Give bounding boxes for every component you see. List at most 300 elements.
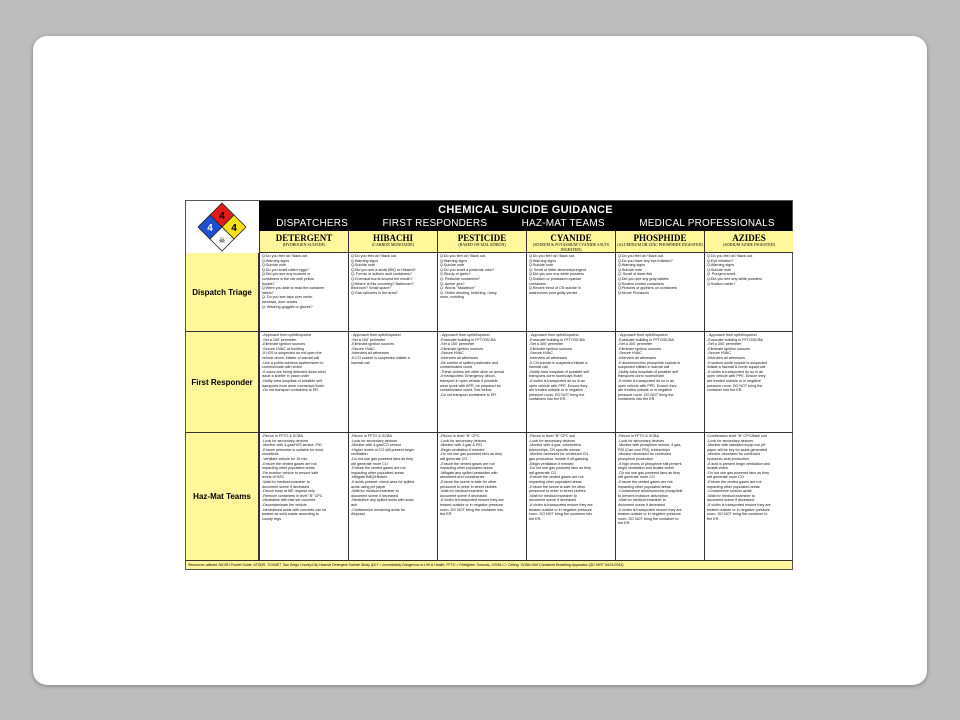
chemical-name: DETERGENT — [275, 233, 333, 243]
guidance-line: document scene if deceased — [618, 502, 665, 507]
guidance-line: transports from dorm rooms/apt./hotel. — [262, 383, 325, 388]
guidance-line: contaminated vomit — [440, 365, 472, 370]
guidance-line: PID (Can cool PID), tubes/chips — [618, 447, 671, 452]
guidance-line: -Set a 150' perimeter — [440, 342, 475, 347]
guidance-line: -Monitor with 4-gas & PID — [440, 443, 483, 448]
chart-title: CHEMICAL SUICIDE GUIDANCE — [438, 204, 613, 216]
guidance-line: -Do not use gas powered fans as they — [440, 452, 503, 457]
guidance-line: -Secure HVAC — [440, 351, 464, 356]
guidance-line: absorbent and containerize — [440, 475, 485, 480]
guidance-line: treated outside or in negative pressure — [440, 502, 503, 507]
guidance-line: transport in open vehicle if possible, — [440, 378, 499, 383]
guidance-line: -Do not use gas powered fans as they — [707, 470, 770, 475]
guidance-line: Q:Do you smell rotten eggs? — [262, 267, 309, 272]
guidance-line: -Recon in level "B" CPC suit — [529, 434, 576, 438]
guidance-line: the ER. — [707, 516, 720, 521]
guidance-line: -Interview all witnesses — [707, 355, 745, 360]
guidance-line: paper will be key for acids generated — [707, 447, 768, 452]
chemical-header-cyanide — [526, 231, 615, 253]
guidance-line: Q:Recent trend of CN suicide in — [529, 286, 581, 291]
guidance-line: Q:Pictures of gophers on containers — [618, 286, 677, 291]
chemical-header-hibachi — [348, 231, 437, 253]
guidance-line: -Interview all witnesses — [618, 355, 656, 360]
guidance-line: -Secure HVAC — [618, 351, 642, 356]
guidance-cell — [704, 332, 793, 433]
guidance-line: Q:Rodent control containers — [618, 281, 664, 286]
guidance-line: Q:Suicide note — [440, 263, 465, 268]
guidance-line: -If CO suicide is suspected initiate a — [351, 355, 410, 360]
reactivity-rating: 4 — [231, 223, 237, 234]
guidance-line: -Eliminate ignition sources — [618, 346, 662, 351]
chemical-suicide-guidance-chart — [185, 200, 793, 570]
guidance-line: -Evacuate building in FFTO/SCBA — [707, 337, 763, 342]
guidance-line: - Approach from upthill/upwind — [707, 333, 757, 337]
guidance-line: -Ensure the vented gases are not — [440, 461, 495, 466]
guidance-line: -Begin ventilation if needed — [529, 461, 574, 466]
guidance-line: -Begin ventilation if needed — [440, 447, 485, 452]
guidance-line: -Do not transport containers to ER. — [262, 388, 319, 393]
guidance-line: -If odors are being detected down wind — [262, 369, 326, 374]
guidance-line: windows, door cracks — [262, 299, 298, 304]
guidance-line: -If acid is present begin ventilation and — [707, 461, 770, 466]
guidance-line: Q:Gas cylinders in the area? — [351, 290, 398, 295]
guidance-line: Q:Chemical burns around the mouth? — [351, 276, 413, 281]
guidance-line: -Notify area hospitals of possible self — [529, 369, 590, 374]
guidance-line: Q:Sodium or potassium cyanide — [529, 276, 582, 281]
nfpa-diamond-icon — [198, 202, 246, 252]
audience-first-responders: FIRST RESPONDERS — [382, 218, 488, 229]
guidance-line: pressure room. DO NOT bring the — [529, 392, 585, 397]
special-hazard-icon: ☠ — [218, 236, 226, 245]
guidance-line: -Do not use gas powered fans as they — [618, 470, 681, 475]
guidance-line: container into the ER. — [707, 388, 743, 393]
guidance-line: Q:Suicide note — [262, 263, 287, 268]
guidance-line: pressure room. DO NOT bring the — [707, 383, 763, 388]
guidance-cell — [526, 253, 615, 332]
guidance-line: -Interview all witnesses — [529, 355, 567, 360]
guidance-line: -Eliminate ignition sources — [351, 342, 395, 347]
row-label-haz-mat-teams: Haz-Mat Teams — [186, 433, 259, 561]
guidance-line: -Wait for medical examiner to — [440, 489, 488, 494]
guidance-line: -Containerize remaining acids for — [351, 507, 406, 512]
guidance-line: personnel to enter in street clothes — [440, 484, 497, 489]
guidance-line: tubes/chips, CN specific sensor — [529, 447, 581, 452]
guidance-line: impacting other populated areas — [618, 484, 671, 489]
guidance-line: Q:Do you have any eye irritation? — [618, 258, 673, 263]
guidance-line: Q: Wearing goggles or gloves? — [262, 304, 313, 309]
guidance-line: Q:Sturdy or garlic? — [440, 272, 471, 277]
guidance-line: -Wait for medical examiner to — [618, 498, 666, 503]
guidance-line: transports dorm rooms/apt./hotel — [529, 374, 583, 379]
guidance-line: -Recon in FFTO & SCBA — [351, 434, 392, 438]
audience-medical-professionals: MEDICAL PROFESSIONALS — [639, 218, 775, 229]
guidance-line: -Containerize aluminum/zinc phosphide — [618, 489, 683, 494]
chemical-header-azides — [704, 231, 793, 253]
guidance-line: Q:Warning signs — [440, 258, 468, 263]
guidance-line: Q:Warning signs — [707, 263, 735, 268]
guidance-line: -Look for secondary devices — [351, 438, 398, 443]
guidance-line: contaminated vomit. See below. — [440, 388, 493, 393]
guidance-line: Q:Suicide note — [707, 267, 732, 272]
guidance-line: Combination level "B" CPC/flash suit — [707, 434, 767, 438]
guidance-line: room. DO NOT bring the container to — [618, 516, 679, 521]
guidance-line: treated as solid waste according to — [262, 512, 319, 517]
guidance-line: treated outside or in negative pressure — [618, 512, 681, 517]
guidance-line: -Notify area hospitals of possible self — [618, 369, 679, 374]
guidance-cell — [259, 253, 348, 332]
guidance-line: are treated outside or in negative — [618, 388, 672, 393]
guidance-line: communicate with victim — [262, 365, 302, 370]
hazard-diamond — [186, 201, 260, 254]
guidance-line: impacting other populated areas — [262, 466, 315, 471]
guidance-line: Q:Did you see any gray tablets — [618, 276, 669, 281]
row-label-first-responder: First Responder — [186, 332, 259, 433]
guidance-line: -Approach from upthill/upwind — [262, 333, 311, 337]
guidance-line: Q:Do you feel ok? Back out. — [440, 254, 486, 258]
guidance-line: wear tyvek with APR, be prepared for — [440, 383, 501, 388]
guidance-cell — [437, 433, 526, 561]
guidance-line: -Do not transport containers to ER. — [440, 392, 497, 397]
guidance-cell — [437, 332, 526, 433]
guidance-cell — [348, 332, 437, 433]
guidance-line: open vehicle with PPE. Ensure they — [529, 383, 588, 388]
guidance-line: washrooms post guilty verdict — [529, 290, 578, 295]
flammability-rating: 4 — [219, 211, 225, 222]
guidance-line: treated outside or in negative pressure — [707, 507, 770, 512]
guidance-line: labels? — [262, 290, 274, 295]
guidance-line: -Containerize sodium azide — [707, 489, 752, 494]
guidance-line: will generate CO — [440, 456, 468, 461]
chart-banner — [259, 201, 792, 231]
guidance-line: vehicle doors, initiate a hazmat call — [262, 355, 320, 360]
guidance-line: -Decontaminate the vehicle — [262, 502, 307, 507]
guidance-line: - Approach from upthill/upwind — [440, 333, 490, 337]
guidance-line: the ER. — [529, 516, 542, 521]
guidance-line: -If victim is transported ensure they are — [618, 507, 682, 512]
guidance-line: -Ensure the scene is safe for other — [529, 484, 586, 489]
guidance-line: will generate more CO — [707, 475, 744, 480]
guidance-line: -Monitor with 4-gas/CO sensor — [351, 443, 402, 448]
guidance-cell — [704, 253, 793, 332]
guidance-line: -Mitigate BBQ/Hibachi — [351, 475, 388, 480]
guidance-line: liquids? — [262, 281, 275, 286]
guidance-line: impacting other populated areas — [707, 484, 760, 489]
guidance-line: Q:Suicide note — [351, 263, 376, 268]
guidance-line: containers into the ER. — [529, 397, 567, 402]
guidance-line: -Ensure the vented gases are not — [262, 461, 317, 466]
chemical-subtitle: (CARBON MONOXIDE) — [371, 242, 415, 247]
guidance-line: -Ensure the vented gases are not — [529, 475, 584, 480]
guidance-line: Q:Warning signs — [529, 258, 557, 263]
guidance-line: -Eliminate ignition sources — [262, 342, 306, 347]
guidance-line: Q:Do you feel ok? Back out. — [618, 254, 664, 258]
guidance-line: -Wait for medical examiner to — [351, 489, 399, 494]
guidance-line: Q:Warning signs — [262, 258, 290, 263]
guidance-line: Q: Smell of dead fish — [618, 272, 653, 277]
guidance-line: impacting other populated areas — [529, 479, 582, 484]
chemical-subtitle: (SODIUM & POTASSIUM CYANIDE SALTS INGESTED) — [533, 242, 609, 252]
guidance-line: room. DO NOT bring the container to — [707, 512, 768, 517]
chemical-header-phosphide — [615, 231, 704, 253]
guidance-line: Q:Warning signs — [351, 258, 379, 263]
chemical-name: PHOSPHIDE — [633, 233, 687, 243]
guidance-line: containers — [529, 281, 547, 286]
resources-footer: Resources utilized: NIOSH Pocket Guide, ATSDR, TOXNET, San Diego County/City Hazmat Detergent Suicide Study (DLY = Immediately Dangerous to Life & Health, FFTO = Firefighter Turnouts, OSHA C= Ceiling, SCBA=Self Contained Breathing Apparatus (SD HIRT 04/21/2014) — [186, 561, 792, 569]
guidance-line: hazmat call — [351, 360, 370, 365]
guidance-cell — [348, 433, 437, 561]
guidance-line: -If high levels of phosphine still present — [618, 461, 682, 466]
guidance-line: -Do not use gas powered fans as they — [351, 456, 414, 461]
guidance-line: -If victim is transported ensure they are — [440, 498, 504, 503]
health-rating: 4 — [207, 223, 213, 234]
guidance-line: document scene if deceased — [440, 493, 487, 498]
guidance-line: -Monitor deceased for continued — [618, 452, 671, 457]
guidance-line: Q:Did you see any white powders — [707, 276, 762, 281]
guidance-line: -If aluminum/zinc phosphide suicide is — [618, 360, 681, 365]
guidance-line: -Wait for medical examiner to — [707, 493, 755, 498]
chemical-name: PESTICIDE — [457, 233, 507, 243]
guidance-line: Q:Do you smell a pesticide odor? — [440, 267, 495, 272]
guidance-line: transports dorm rooms/hotel — [618, 374, 665, 379]
guidance-line: Q:Eye irritation? — [707, 258, 734, 263]
guidance-line: -Eliminate ignition sources — [440, 346, 484, 351]
guidance-line: Q: Amber jars? — [440, 281, 465, 286]
guidance-cell — [615, 253, 704, 332]
guidance-line: -If victim is transported do so in an — [529, 378, 586, 383]
guidance-line: Q:Warning signs — [618, 263, 646, 268]
guidance-line: -If victim is transported ensure they are — [529, 502, 593, 507]
guidance-line: -Set a 150' perimeter — [262, 337, 297, 342]
guidance-cell — [526, 433, 615, 561]
guidance-line: Q: Victim drooling, twitching, runny — [440, 290, 497, 295]
guidance-line: -Set a 300' perimeter — [707, 342, 742, 347]
guidance-line: will generate CO — [529, 470, 557, 475]
guidance-line: the ER. — [618, 521, 631, 526]
guidance-line: -Notify area hospitals of possible self — [262, 378, 323, 383]
guidance-line: Q:Do you feel ok? Back out. — [351, 254, 397, 258]
guidance-line: -Ensure the vented gases are not — [351, 466, 406, 471]
guidance-line: -Secure HVAC — [351, 346, 375, 351]
guidance-cell — [259, 332, 348, 433]
guidance-line: Q: Pesticide containers? — [440, 276, 480, 281]
guidance-line: -Use a public address system/siren to — [262, 360, 324, 365]
guidance-cell — [704, 433, 793, 561]
guidance-line: -If sodium azide suicide is suspected — [707, 360, 768, 365]
guidance-line: -If transported: Emergency decon, — [440, 374, 496, 379]
guidance-line: -Mitigate any spilled pesticides with — [440, 470, 498, 475]
guidance-line: Q:Do you feel ok? Back out. — [529, 254, 575, 258]
guidance-line: -Do not use gas powered fans as they — [529, 466, 592, 471]
guidance-line: Q:Were you able to read the container — [262, 286, 325, 291]
guidance-line: -Evacuate building in FFTO/SCBA — [440, 337, 496, 342]
chemical-subtitle: (SODIUM AZIDE INGESTED) — [723, 242, 775, 247]
guidance-line: Q:Nome Phostoxin — [618, 290, 649, 295]
guidance-line: - Approach from upthill/upwind — [351, 333, 401, 337]
guidance-line: -Eliminate ignition sources — [529, 346, 573, 351]
guidance-line: -Be careful of spilled pesticides and — [440, 360, 499, 365]
guidance-line: -Set a 300' perimeter — [529, 342, 564, 347]
guidance-line: levels of H2S — [262, 475, 284, 480]
guidance-line: document scene if deceased — [707, 498, 754, 503]
guidance-line: -Ensure perimeter is suitable for wind — [262, 447, 323, 452]
guidance-line: open vehicle with PPE. Ensure they — [618, 383, 677, 388]
guidance-line: room. DO NOT bring the container into — [440, 507, 504, 512]
guidance-line: conditions — [262, 452, 279, 457]
guidance-line: -Wait for medical examiner to — [262, 479, 310, 484]
guidance-line: phosphine production — [618, 456, 654, 461]
guidance-line: personnel to enter in street clothes — [529, 489, 586, 494]
guidance-line: -Neutralize with fast set concrete — [262, 498, 316, 503]
guidance-line: impacting other populated areas — [351, 470, 404, 475]
guidance-line: -Neutralize any spilled acids with soda — [351, 498, 414, 503]
chemical-name: AZIDES — [732, 233, 766, 243]
guidance-line: -Recon in level "B" CPC — [440, 434, 480, 438]
guidance-line: -If victim is transported ensure they are — [707, 502, 771, 507]
guidance-line: -Monitor with standard equip but pH — [707, 443, 766, 448]
guidance-cell — [437, 253, 526, 332]
chemical-name: CYANIDE — [550, 233, 592, 243]
guidance-line: -Interview all witnesses — [440, 355, 478, 360]
guidance-line: -Evacuate building in FFTO/SCBA — [618, 337, 674, 342]
guidance-line: begin ventilation and isolate victim — [618, 466, 674, 471]
guidance-line: -Ensure the vented gases are not — [618, 479, 673, 484]
guidance-line: Q:Did you see any white powders — [529, 272, 584, 277]
guidance-line: - Approach from upthill/upwind — [618, 333, 668, 337]
guidance-line: -Interview all witnesses — [351, 351, 389, 356]
guidance-line: nose, vomiting — [440, 295, 464, 300]
guidance-line: pressure room. DO NOT bring the — [618, 392, 674, 397]
guidance-line: hydrazoic acid production — [707, 456, 749, 461]
guidance-line: -Look for secondary devices — [262, 438, 309, 443]
guidance-line: initiate a hazmat & bomb squad call — [707, 365, 766, 370]
guidance-line: -Look for secondary devices — [440, 438, 487, 443]
guidance-line: -Re-monitor vehicle to ensure safe — [262, 470, 319, 475]
audience-dispatchers: DISPATCHERS — [276, 218, 349, 229]
guidance-line: -Evacuate building in FFTO/SCBA — [529, 337, 585, 342]
audience-hazmat-teams: HAZ-MAT TEAMS — [521, 218, 605, 229]
chemical-header-detergent — [259, 231, 348, 253]
guidance-line: ventilation — [351, 452, 368, 457]
guidance-line: -Secure HVAC — [529, 351, 553, 356]
guidance-line: isolate victim — [707, 466, 729, 471]
guidance-line: Q: Pungent smell — [707, 272, 736, 277]
guidance-line: -If victim is transported do so in an — [618, 378, 675, 383]
guidance-line: ash — [351, 502, 357, 507]
guidance-line: document scene if deceased — [351, 493, 398, 498]
guidance-cell — [615, 332, 704, 433]
guidance-line: room. DO NOT bring the container into — [529, 512, 593, 517]
guidance-line: -If victim is transported do so in an — [707, 369, 764, 374]
guidance-line: hazmat call — [529, 365, 548, 370]
guidance-line: suspected initiate a hazmat call — [618, 365, 670, 370]
chemical-name: HIBACHI — [372, 233, 413, 243]
guidance-line: -Monitor with 4-gas, colorimetric — [529, 443, 582, 448]
guidance-cell — [526, 332, 615, 433]
guidance-line: are treated outside or in negative — [529, 388, 583, 393]
guidance-line: -Secure HVAC at building — [262, 346, 304, 351]
chemical-subtitle: (BASED ON MALATHION) — [458, 242, 506, 247]
chemical-header-pesticide — [437, 231, 526, 253]
guidance-line: - Approach from upthill/upwind — [529, 333, 579, 337]
row-label-dispatch-triage: Dispatch Triage — [186, 253, 259, 332]
guidance-line: -Secure HVAC — [707, 351, 731, 356]
chemical-subtitle: (HYDROGEN SULFIDE) — [282, 242, 326, 247]
guidance-line: treated outside or in negative pressure — [529, 507, 592, 512]
guidance-line: Q: Words "Malathion" — [440, 286, 476, 291]
guidance-line: gas production, isolate if off-gassing. — [529, 456, 589, 461]
guidance-line: Q:Do you feel ok? Back out. — [707, 254, 753, 258]
guidance-line: -Neutralized acids with concrete can be — [262, 507, 327, 512]
guidance-line: Q:Did you see a small BBQ or Hibachi? — [351, 267, 416, 272]
guidance-line: Q:Suicide note — [618, 267, 643, 272]
guidance-line: -Eliminate ignition sources — [707, 346, 751, 351]
guidance-line: -Monitor with 4-gas/H2S sensor, PID — [262, 443, 322, 448]
slide-card — [33, 36, 927, 685]
guidance-line: document scene if deceased — [262, 484, 309, 489]
guidance-line: -Ensure the scene is safe for other — [440, 479, 497, 484]
guidance-line: will generate more CO — [351, 461, 388, 466]
guidance-line: Q:Where is this occurring? Bathroom? — [351, 281, 414, 286]
chemical-subtitle: (ALUMINUM OR ZINC PHOSPHIDE INGESTED) — [617, 242, 703, 247]
guidance-line: -Recon in FFTO & SCBA — [618, 434, 659, 438]
guidance-line: to prevent moisture absorption — [618, 493, 668, 498]
guidance-line: are treated outside or in negative — [707, 378, 761, 383]
guidance-line: -Ensure the vented gases are not — [707, 479, 762, 484]
guidance-line: -If H2S is suspected do not open the — [262, 351, 322, 356]
guidance-line: impacting other populated areas — [440, 466, 493, 471]
guidance-line: -If acids present: check area for spilled — [351, 479, 415, 484]
guidance-line: the ER. — [440, 512, 453, 517]
guidance-line: -Set a 300' perimeter — [618, 342, 653, 347]
guidance-line: Q: Do you see tape over vents, — [262, 295, 313, 300]
guidance-line: containers into the ER. — [618, 397, 656, 402]
guidance-line: containers in the car with yellow — [262, 276, 315, 281]
guidance-line: Q:Sodium azide? — [707, 281, 736, 286]
guidance-line: Q: Smell of bitter almonds/pungent — [529, 267, 586, 272]
guidance-line: -Monitor with phosphine sensor, 4-gas, — [618, 443, 682, 448]
guidance-line: Q:Do you feel ok? Back out. — [262, 254, 308, 258]
guidance-line: -Ventilate vehicle for 15 min. — [262, 456, 309, 461]
guidance-line: -Look for secondary devices — [618, 438, 665, 443]
guidance-line: -Look for secondary devices — [707, 438, 754, 443]
guidance-line: -If CN suicide is suspected initiate a — [529, 360, 588, 365]
guidance-line: acids using pH paper — [351, 484, 386, 489]
guidance-line: disposal — [351, 512, 365, 517]
guidance-line: -Monitor deceased for continued — [707, 452, 760, 457]
guidance-line: county regs. — [262, 516, 283, 521]
guidance-line: -Set a 150' perimeter — [351, 337, 386, 342]
guidance-line: issue a shelter in place order — [262, 374, 310, 379]
guidance-line: open vehicle with PPE. Ensure they — [707, 374, 766, 379]
guidance-line: Q:Suicide note — [529, 263, 554, 268]
guidance-line: -Higher levels of CO still present begin — [351, 447, 414, 452]
audience-list — [259, 218, 792, 229]
guidance-cell — [348, 253, 437, 332]
guidance-line: document scene if deceased — [529, 498, 576, 503]
guidance-line: will generate more CO — [618, 475, 655, 480]
guidance-line: Bedroom? Small space? — [351, 286, 392, 291]
guidance-cell — [615, 433, 704, 561]
guidance-line: -Look for secondary devices — [529, 438, 576, 443]
guidance-line: -These victims are often alive on arrival — [440, 369, 505, 374]
guidance-line: Q: Formic or sulfuric acid containers? — [351, 272, 413, 277]
guidance-cell — [259, 433, 348, 561]
guidance-line: -Recon in FFTO & SCBA — [262, 434, 303, 438]
guidance-line: -Remove containers in level "B" CPC — [262, 493, 323, 498]
guidance-line: -Wait for medical examiner to — [529, 493, 577, 498]
guidance-line: Q:Did you see any buckets or — [262, 272, 311, 277]
guidance-line: -Monitor decessed for continued CN — [529, 452, 589, 457]
